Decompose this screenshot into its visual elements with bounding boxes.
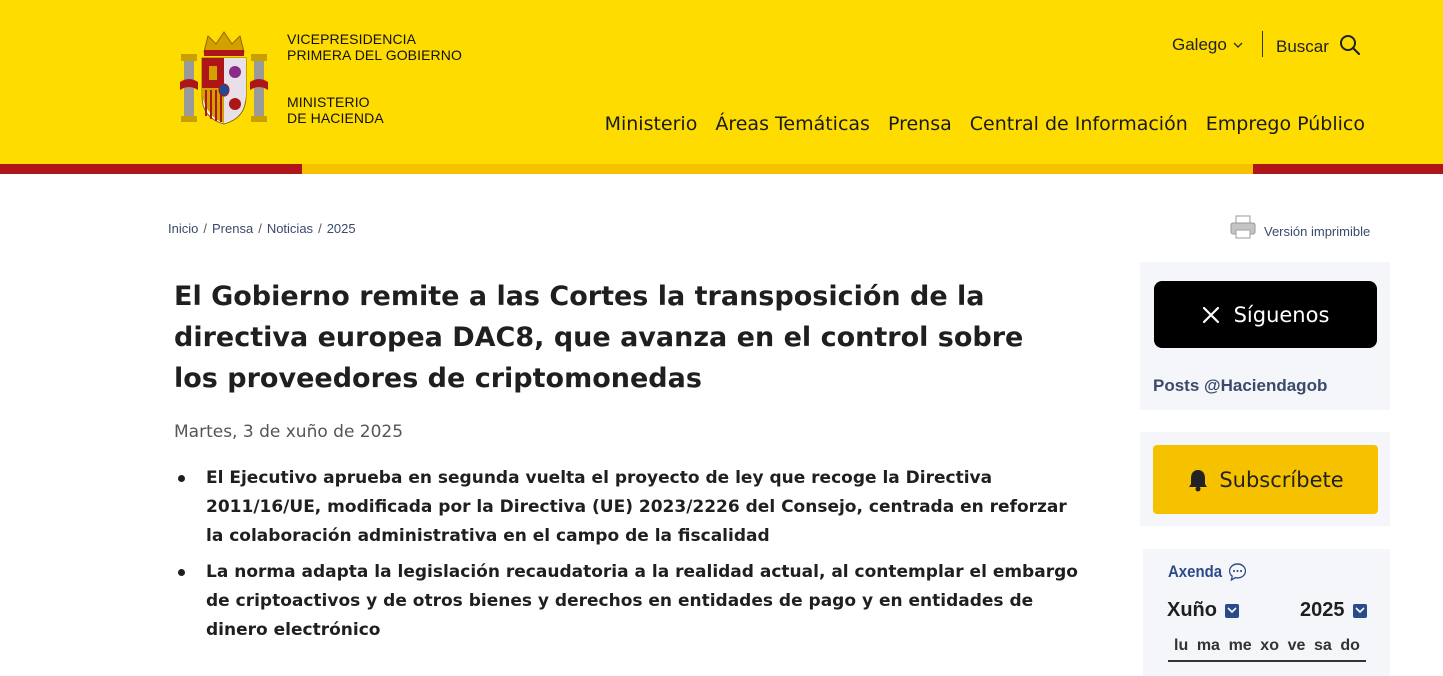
nav-item-areas-tematicas[interactable]: Áreas Temáticas [715,113,870,135]
highlight-item: El Ejecutivo aprueba en segunda vuelta el proyecto de ley que recoge la Directiva 2011/16/UE, modificada por la Directiva (UE) 2023/2226 del Consejo, centrada en reforzar la colaboración administrativa en el campo de la fiscalidad [178,464,1078,551]
printer-icon [1230,215,1256,239]
flag-stripe-center [302,164,1253,174]
weekday-label: me [1228,637,1252,654]
org-name-vicepresidencia [287,31,462,63]
search-label: Buscar [1276,37,1329,56]
printable-version-link[interactable] [1230,215,1370,239]
nav-item-emprego-publico[interactable]: Emprego Público [1205,113,1365,135]
breadcrumb-2025[interactable]: 2025 [326,221,356,236]
agenda-title: Axenda [1168,562,1223,581]
chat-bubble-icon [1229,563,1247,581]
flag-stripe-left [0,164,302,174]
x-logo-icon [1202,306,1220,324]
breadcrumb-separator: / [318,221,322,236]
weekday-label: lu [1174,637,1189,654]
weekday-label: do [1340,637,1360,654]
org-line-1: VICEPRESIDENCIA [287,31,417,47]
org-line-2: PRIMERA DEL GOBIERNO [287,47,462,63]
flag-stripe-right [1253,164,1443,174]
breadcrumb [168,221,356,236]
month-value: Xuño [1167,599,1217,621]
search-icon [1339,34,1361,56]
header-divider [1262,31,1263,57]
org-line-3: MINISTERIO [287,94,370,110]
language-selector[interactable] [1172,35,1243,55]
article-title: El Gobierno remite a las Cortes la transposición de la directiva europea DAC8, que avanza en el control sobre los proveedores de criptomonedas [174,281,1024,394]
article-highlights [178,464,1078,652]
main-nav [605,113,1365,135]
calendar-weekdays [1168,637,1366,662]
search-button[interactable] [1276,33,1361,57]
subscribe-button[interactable] [1153,445,1378,514]
coat-of-arms-logo[interactable] [178,30,270,126]
language-label: Galego [1172,35,1227,54]
nav-item-prensa[interactable]: Prensa [887,113,952,135]
breadcrumb-separator: / [258,221,262,236]
breadcrumb-separator: / [203,221,207,236]
site-header [0,0,1443,164]
breadcrumb-inicio[interactable]: Inicio [168,221,199,236]
weekday-label: sa [1313,637,1332,654]
org-line-4: DE HACIENDA [287,110,384,126]
highlight-item: La norma adapta la legislación recaudatoria a la realidad actual, al contemplar el embargo de criptoactivos y de otros bienes y derechos en entidades de pago y en entidades de dinero electrónico [178,558,1078,645]
follow-label: Síguenos [1233,302,1330,327]
month-select[interactable] [1167,599,1239,622]
nav-item-central-informacion[interactable]: Central de Información [969,113,1188,135]
agenda-header[interactable] [1168,562,1247,582]
weekday-label: ve [1287,637,1306,654]
year-select[interactable] [1300,599,1367,622]
breadcrumb-prensa[interactable]: Prensa [211,221,254,236]
weekday-label: ma [1196,637,1220,654]
follow-x-button[interactable] [1154,281,1377,348]
breadcrumb-noticias[interactable]: Noticias [266,221,314,236]
subscribe-label: Subscríbete [1219,467,1344,492]
year-value: 2025 [1300,599,1345,621]
chevron-down-icon [1353,604,1367,618]
chevron-down-icon [1233,42,1243,49]
printable-version-label: Versión imprimible [1264,223,1371,239]
chevron-down-icon [1225,604,1239,618]
nav-item-ministerio[interactable]: Ministerio [604,113,698,135]
bell-icon [1187,468,1209,492]
weekday-label: xo [1260,637,1279,654]
org-name-ministerio [287,94,384,126]
posts-link[interactable]: Posts @Haciendagob [1153,376,1328,395]
article-date: Martes, 3 de xuño de 2025 [174,422,404,442]
